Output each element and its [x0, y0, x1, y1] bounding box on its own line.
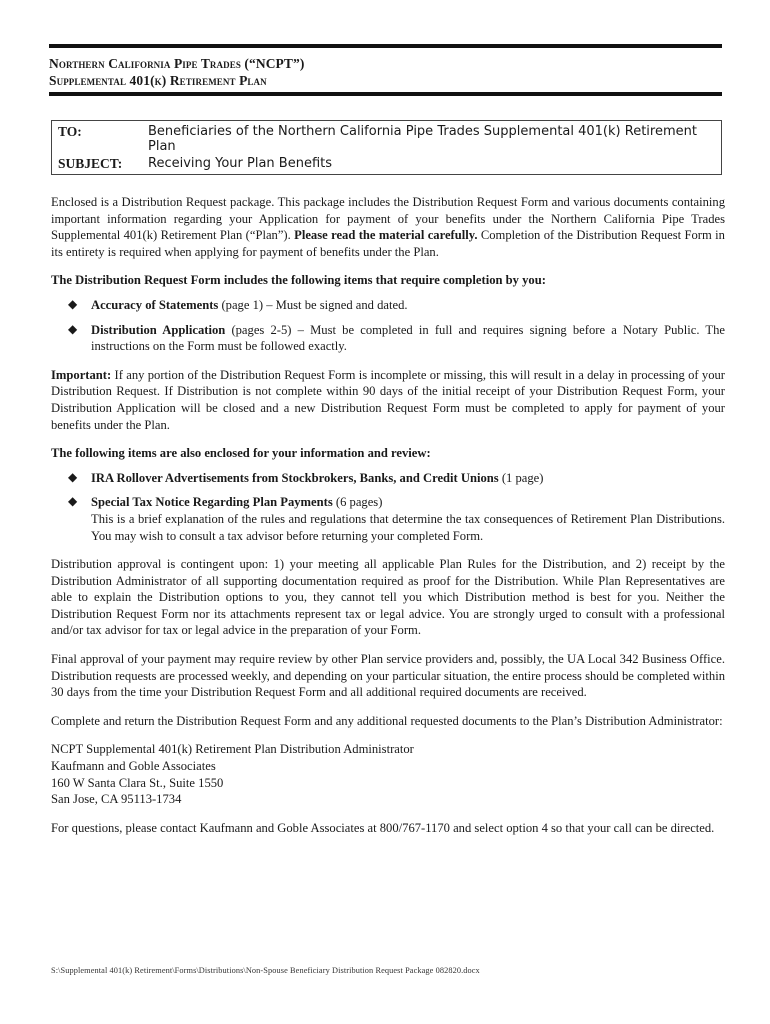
header-plan-name: Supplemental 401(k) Retirement Plan: [49, 73, 267, 88]
item-title: Distribution Application: [91, 322, 226, 337]
important-label: Important:: [51, 367, 112, 382]
intro-text-2: Completion of the Distribution Request Form in its entirety is required when applying for payment of benefits under the Plan.: [51, 228, 725, 259]
final-approval-paragraph: Final approval of your payment may require review by other Plan service providers and, possibly, the UA Local 342 Business Office. Distribution requests are processed weekly, and depending on your particular situation, the entire process should be completed within 30 days from the time your Distribution Request Form and all additional required documents are received.: [51, 652, 725, 700]
item-title: Accuracy of Statements: [91, 297, 219, 312]
item-text: (1 page): [501, 470, 544, 485]
header-plan-sponsor: Northern California Pipe Trades (“NCPT”): [49, 56, 305, 71]
item-title: IRA Rollover Advertisements from Stockbrokers, Banks, and Credit Unions: [91, 470, 499, 485]
item-text: (6 pages): [335, 495, 383, 510]
address-line-3: 160 W Santa Clara St., Suite 1550: [51, 775, 224, 790]
list-item: [51, 470, 725, 487]
memo-subject-label: SUBJECT:: [58, 156, 123, 171]
memo-box: [51, 120, 722, 175]
required-heading: The Distribution Request Form includes the following items that require completion by you:: [51, 273, 546, 288]
important-text: If any portion of the Distribution Request Form is incomplete or missing, this will result in a delay in processing of your Distribution Request. If Distribution is not complete within 90 days of the initial receipt of your Distribution Request Form, your Distribution Application will be closed and a new Distribution Request Form must be completed to apply for payment of your benefits under the Plan.: [51, 367, 725, 432]
diamond-bullet-icon: ◆: [68, 321, 78, 336]
address-line-1: NCPT Supplemental 401(k) Retirement Plan Distribution Administrator: [51, 742, 414, 757]
memo-to-value: Beneficiaries of the Northern California Pipe Trades Supplemental 401(k) Retirement Plan: [148, 124, 697, 154]
document-header: [49, 55, 722, 89]
intro-paragraph: [51, 194, 725, 260]
diamond-bullet-icon: ◆: [68, 469, 78, 484]
intro-bold: Please read the material carefully.: [294, 228, 478, 243]
memo-subject-row: [58, 156, 715, 174]
list-item: [51, 494, 725, 544]
intro-text: Enclosed is a Distribution Request package. This package includes the Distribution Request Form and various documents containing important information regarding your Application for payment of your benefits under the Northern California Pipe Trades Supplemental 401(k) Retirement Plan (“Plan”).: [51, 195, 725, 243]
letter-body: [51, 194, 725, 836]
item-description: This is a brief explanation of the rules and regulations that determine the tax consequences of Retirement Plan Distributions. You may wish to consult a tax advisor before returning your completed Form.: [91, 511, 725, 543]
mailing-address: [51, 741, 725, 807]
header-bottom-rule: [49, 92, 722, 96]
memo-to-row: [58, 124, 715, 154]
address-line-2: Kaufmann and Goble Associates: [51, 759, 216, 774]
enclosed-heading: The following items are also enclosed for your information and review:: [51, 446, 431, 461]
header-top-rule: [49, 44, 722, 48]
approval-paragraph: Distribution approval is contingent upon: 1) your meeting all applicable Plan Rules for the Distribution, and 2) receipt by the Distribution Administrator of all supporting documentation required as proof for the Distribution. While Plan Representatives are able to explain the Distribution options to you, they cannot tell you which Distribution method is best for you. Neither the Distribution Request Form nor its attachments represent tax or legal advice. You are strongly urged to consult with a professional and/or tax advisor for tax or legal advice in the preparation of your Form.: [51, 557, 725, 638]
diamond-bullet-icon: ◆: [68, 296, 78, 311]
questions-paragraph: For questions, please contact Kaufmann and Goble Associates at 800/767-1170 and select option 4 so that your call can be directed.: [51, 820, 715, 835]
item-title: Special Tax Notice Regarding Plan Payments: [91, 495, 333, 510]
file-path-footer: S:\Supplemental 401(k) Retirement\Forms\Distributions\Non-Spouse Beneficiary Distribution Request Package 082820.docx: [51, 966, 480, 975]
address-line-4: San Jose, CA 95113-1734: [51, 792, 182, 807]
list-item: [51, 297, 725, 314]
item-text: (pages 2-5) – Must be completed in full and requires signing before a Notary Public. The instructions on the Form must be followed exactly.: [91, 322, 725, 354]
return-instructions: Complete and return the Distribution Request Form and any additional requested documents to the Plan’s Distribution Administrator:: [51, 713, 723, 728]
memo-subject-value: Receiving Your Plan Benefits: [148, 156, 333, 171]
memo-to-label: TO:: [58, 124, 82, 139]
diamond-bullet-icon: ◆: [68, 494, 78, 509]
item-text: (page 1) – Must be signed and dated.: [221, 297, 408, 312]
important-paragraph: [51, 367, 725, 433]
list-item: [51, 322, 725, 355]
